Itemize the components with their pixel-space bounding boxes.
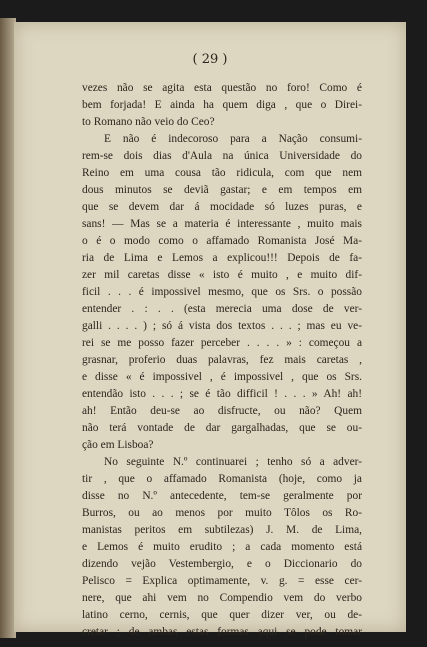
text-line: tir , que o affamado Romanista (hoje, como ja <box>82 473 362 485</box>
text-line: ah! Então deu-se ao disfructe, ou não? Quem <box>82 405 362 417</box>
text-line: Burros, ou ao menos por muito Tôlos os Ro- <box>82 507 362 519</box>
text-line: grasnar, proferio duas palavras, fez mais caretas , <box>82 354 362 366</box>
text-line: cretar ; de ambas estas formas aqui se pode tomar <box>82 626 362 638</box>
text-line: e Lemos é muito erudito ; a cada momento está <box>82 541 362 553</box>
text-line: zer mil caretas disse « isto é muito , e muito dif- <box>82 269 362 281</box>
text-line: dous minutos se deviã gastar; e em tempos em <box>82 184 362 196</box>
text-line: Pelisco = Explica optimamente, v. g. = esse cer- <box>82 575 362 587</box>
text-line: bem forjada! E ainda ha quem diga , que o Direi- <box>82 99 362 111</box>
text-line: ção em Lisboa? <box>82 439 154 451</box>
text-line: sans! — Mas se a materia é interessante , muito mais <box>82 218 362 230</box>
text-line: ria de Lima e Lemos a explicou!!! Depois de fa- <box>82 252 362 264</box>
text-line: No seguinte N.º continuarei ; tenho só a adver- <box>104 456 362 468</box>
text-line: não terá vontade de dar gargalhadas, que se ou- <box>82 422 362 434</box>
text-line: e disse « é impossivel , é impossivel , que os Srs. <box>82 371 362 383</box>
text-line: dizendo vejão Vestembergio, e o Diccionario do <box>82 558 362 570</box>
text-line: Reino em uma cousa tão ridicula, com que nem <box>82 167 362 179</box>
text-line: galli . . . . ) ; só á vista dos textos . . . ; mas eu ve- <box>82 320 362 332</box>
text-line: nere, que ahi vem no Compendio vem do verbo <box>82 592 362 604</box>
text-line: vezes não se agita esta questão no foro! Como é <box>82 82 362 94</box>
text-line: E não é indecoroso para a Nação consumi- <box>104 133 362 145</box>
text-line: latino cerno, cernis, que quer dizer ver, ou de- <box>82 609 362 621</box>
text-line: rei se me posso fazer perceber . . . . » : começou a <box>82 337 362 349</box>
text-line: entender . : . . (esta merecia uma dose de ver- <box>82 303 362 315</box>
page-number: ( 29 ) <box>192 52 228 67</box>
text-line: to Romano não veio do Ceo? <box>82 116 215 128</box>
text-line: que se devem dar á mocidade só luzes puras, e <box>82 201 362 213</box>
text-line: ficil . . . é impossivel mesmo, que os Srs. o possão <box>82 286 362 298</box>
text-line: entendão isto . . . ; se é tão difficil ! . . . » Ah! ah! <box>82 388 362 400</box>
text-line: o é o modo como o affamado Romanista José Ma- <box>82 235 362 247</box>
text-line: disse no N.º antecedente, tem-se geralmente por <box>82 490 362 502</box>
body-text <box>82 80 362 641</box>
text-line: rem-se dois dias d'Aula na única Universidade do <box>82 150 362 162</box>
text-line: manistas peritos em subtilezas) J. M. de Lima, <box>82 524 362 536</box>
